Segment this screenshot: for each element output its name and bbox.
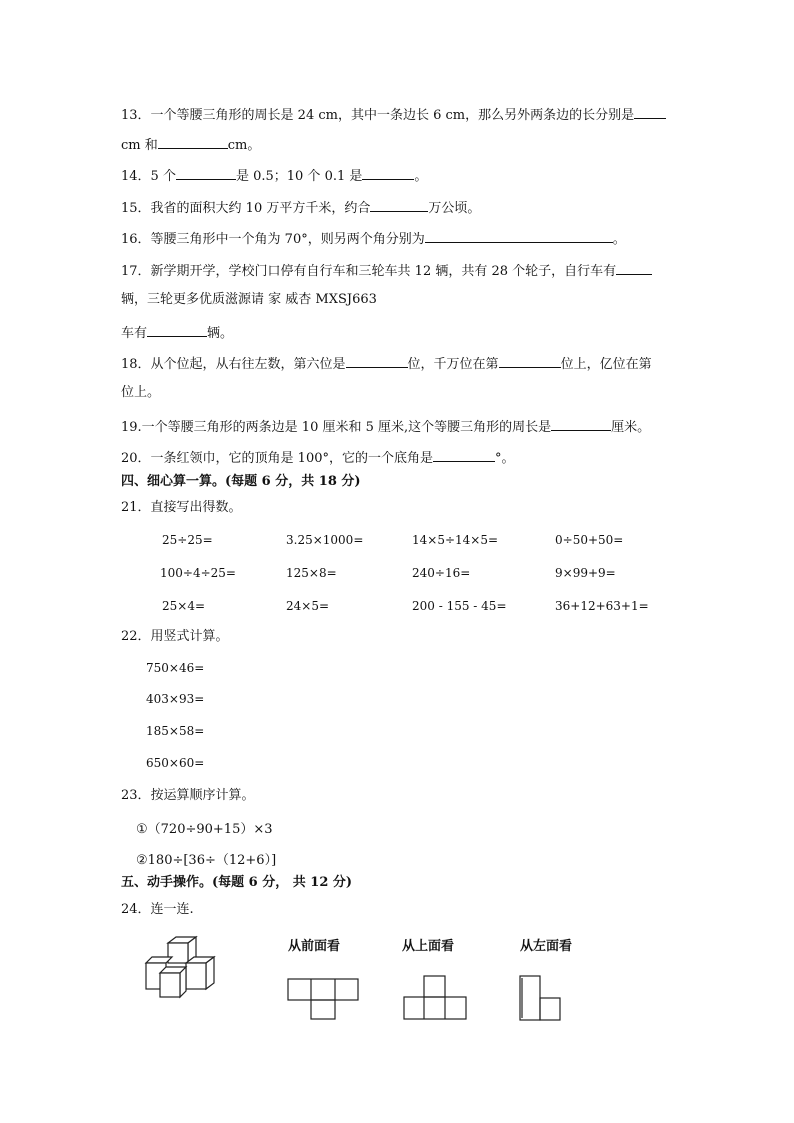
- q19-text-2: 厘米。: [611, 420, 651, 435]
- section-5-heading: 五、动手操作。(每题 6 分， 共 12 分): [121, 875, 353, 890]
- q21-item: 200 - 155 - 45=: [412, 599, 507, 613]
- q16-text-1: 16．等腰三角形中一个角为 70°，则另两个角分别为: [121, 232, 425, 247]
- q14-blank-1: [176, 165, 236, 180]
- question-13-line1: [121, 104, 666, 125]
- question-17-line2: [121, 291, 377, 309]
- q15-blank: [370, 197, 428, 212]
- q13-end: cm。: [227, 138, 261, 153]
- q17-text-4: 辆。: [207, 326, 234, 341]
- question-20: [121, 447, 515, 468]
- q21-item: 24×5=: [286, 599, 330, 613]
- view-shape-front: [287, 977, 359, 1021]
- q16-text-2: 。: [612, 232, 626, 247]
- q21-item: 36+12+63+1=: [555, 599, 649, 613]
- q21-item: 125×8=: [286, 566, 337, 580]
- question-18-line2: [121, 384, 160, 402]
- q18-text-4: 位上。: [121, 385, 161, 400]
- q14-text-2: 是 0.5；10 个 0.1 是: [235, 169, 363, 184]
- q23-title: 23．按运算顺序计算。: [121, 788, 255, 803]
- q20-text-1: 20．一条红领巾，它的顶角是 100°，它的一个底角是: [121, 451, 433, 466]
- q20-text-2: °。: [495, 451, 515, 466]
- q19-blank: [551, 416, 611, 431]
- question-16: [121, 228, 626, 249]
- section-4-heading: 四、细心算一算。(每题 6 分，共 18 分): [121, 474, 361, 489]
- q22-item: 650×60=: [146, 756, 205, 770]
- question-17-line3: [121, 322, 233, 343]
- view-shape-left: [518, 975, 564, 1021]
- q17-text-1: 17．新学期开学，学校门口停有自行车和三轮车共 12 辆，共有 28 个轮子，自行车有: [121, 264, 617, 279]
- q15-text-1: 15．我省的面积大约 10 万平方千米，约合: [121, 201, 371, 216]
- question-14: [121, 165, 427, 186]
- view-label-left: 从左面看: [520, 939, 573, 954]
- question-15: [121, 197, 480, 218]
- q22-item: 750×46=: [146, 661, 205, 675]
- q22-title: 22．用竖式计算。: [121, 629, 229, 644]
- question-13-line2: [121, 134, 260, 155]
- q24-title: 24．连一连.: [121, 902, 194, 917]
- q18-text-1: 18．从个位起，从右往左数，第六位是: [121, 357, 346, 372]
- q13-blank-1: [634, 104, 666, 119]
- q18-blank-1: [346, 353, 408, 368]
- question-18-line1: [121, 353, 652, 374]
- q17-text-3: 车有: [121, 326, 148, 341]
- q13-blank-2: [158, 134, 228, 149]
- question-19: [121, 416, 650, 437]
- view-label-top: 从上面看: [402, 939, 455, 954]
- q23-item: ①（720÷90+15）×3: [136, 822, 273, 837]
- q22-item: 403×93=: [146, 692, 205, 706]
- q17-blank-2: [147, 322, 207, 337]
- view-label-front: 从前面看: [288, 939, 341, 954]
- q21-item: 240÷16=: [412, 566, 471, 580]
- question-17-line1: [121, 260, 652, 281]
- q22-item: 185×58=: [146, 724, 205, 738]
- q21-item: 25÷25=: [162, 533, 213, 547]
- q16-blank: [425, 228, 613, 243]
- q14-text-3: 。: [414, 169, 428, 184]
- q18-blank-2: [499, 353, 561, 368]
- q20-blank: [433, 447, 495, 462]
- q13-unit: cm 和: [121, 138, 158, 153]
- q21-title: 21．直接写出得数。: [121, 500, 242, 515]
- q21-item: 25×4=: [162, 599, 206, 613]
- q18-text-3: 位上，亿位在第: [560, 357, 652, 372]
- view-shape-top: [403, 975, 467, 1021]
- q15-text-2: 万公顷。: [428, 201, 481, 216]
- q23-item: ②180÷[36÷（12+6）]: [136, 853, 277, 868]
- q21-item: 14×5÷14×5=: [412, 533, 499, 547]
- q17-text-2: 辆，三轮更多优质滋源请 家 威杏 MXSJ663: [121, 292, 377, 307]
- q14-blank-2: [362, 165, 414, 180]
- cube-stack-figure: [140, 935, 230, 1005]
- q21-item: 3.25×1000=: [286, 533, 364, 547]
- q18-text-2: 位，千万位在第: [407, 357, 499, 372]
- q19-text-1: 19.一个等腰三角形的两条边是 10 厘米和 5 厘米,这个等腰三角形的周长是: [121, 420, 552, 435]
- q21-item: 100÷4÷25=: [160, 566, 236, 580]
- q21-item: 9×99+9=: [555, 566, 616, 580]
- q14-text-1: 14．5 个: [121, 169, 176, 184]
- q21-item: 0÷50+50=: [555, 533, 624, 547]
- q13-text: 13．一个等腰三角形的周长是 24 cm，其中一条边长 6 cm，那么另外两条边的长分别是: [121, 108, 635, 123]
- q17-blank-1: [616, 260, 652, 275]
